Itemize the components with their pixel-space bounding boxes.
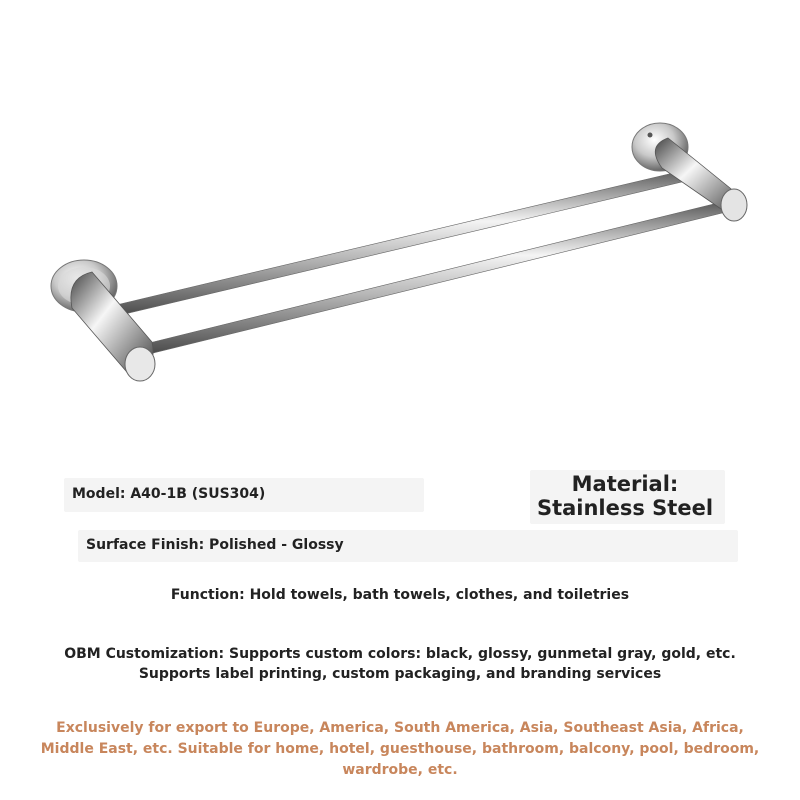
export-info-label: Exclusively for export to Europe, America, South America, Asia, Southeast Asia, Africa, Middle East, etc. Suitable for home, hotel, guesthouse, bathroom, balcony, pool, bedroom, wardrobe, etc. xyxy=(40,720,760,778)
function-label: Function: Hold towels, bath towels, clothes, and toiletries xyxy=(170,587,630,603)
model-label: Model: A40-1B (SUS304) xyxy=(72,486,266,502)
back-bar xyxy=(112,170,690,316)
obm-customization-label: OBM Customization: Supports custom colors: black, glossy, gunmetal gray, gold, etc. Supports label printing, custom packaging, and branding services xyxy=(64,646,736,682)
material-title: Material: xyxy=(571,472,679,496)
material-heading xyxy=(520,472,730,520)
surface-finish-label: Surface Finish: Polished - Glossy xyxy=(86,537,344,553)
material-value: Stainless Steel xyxy=(536,496,714,520)
